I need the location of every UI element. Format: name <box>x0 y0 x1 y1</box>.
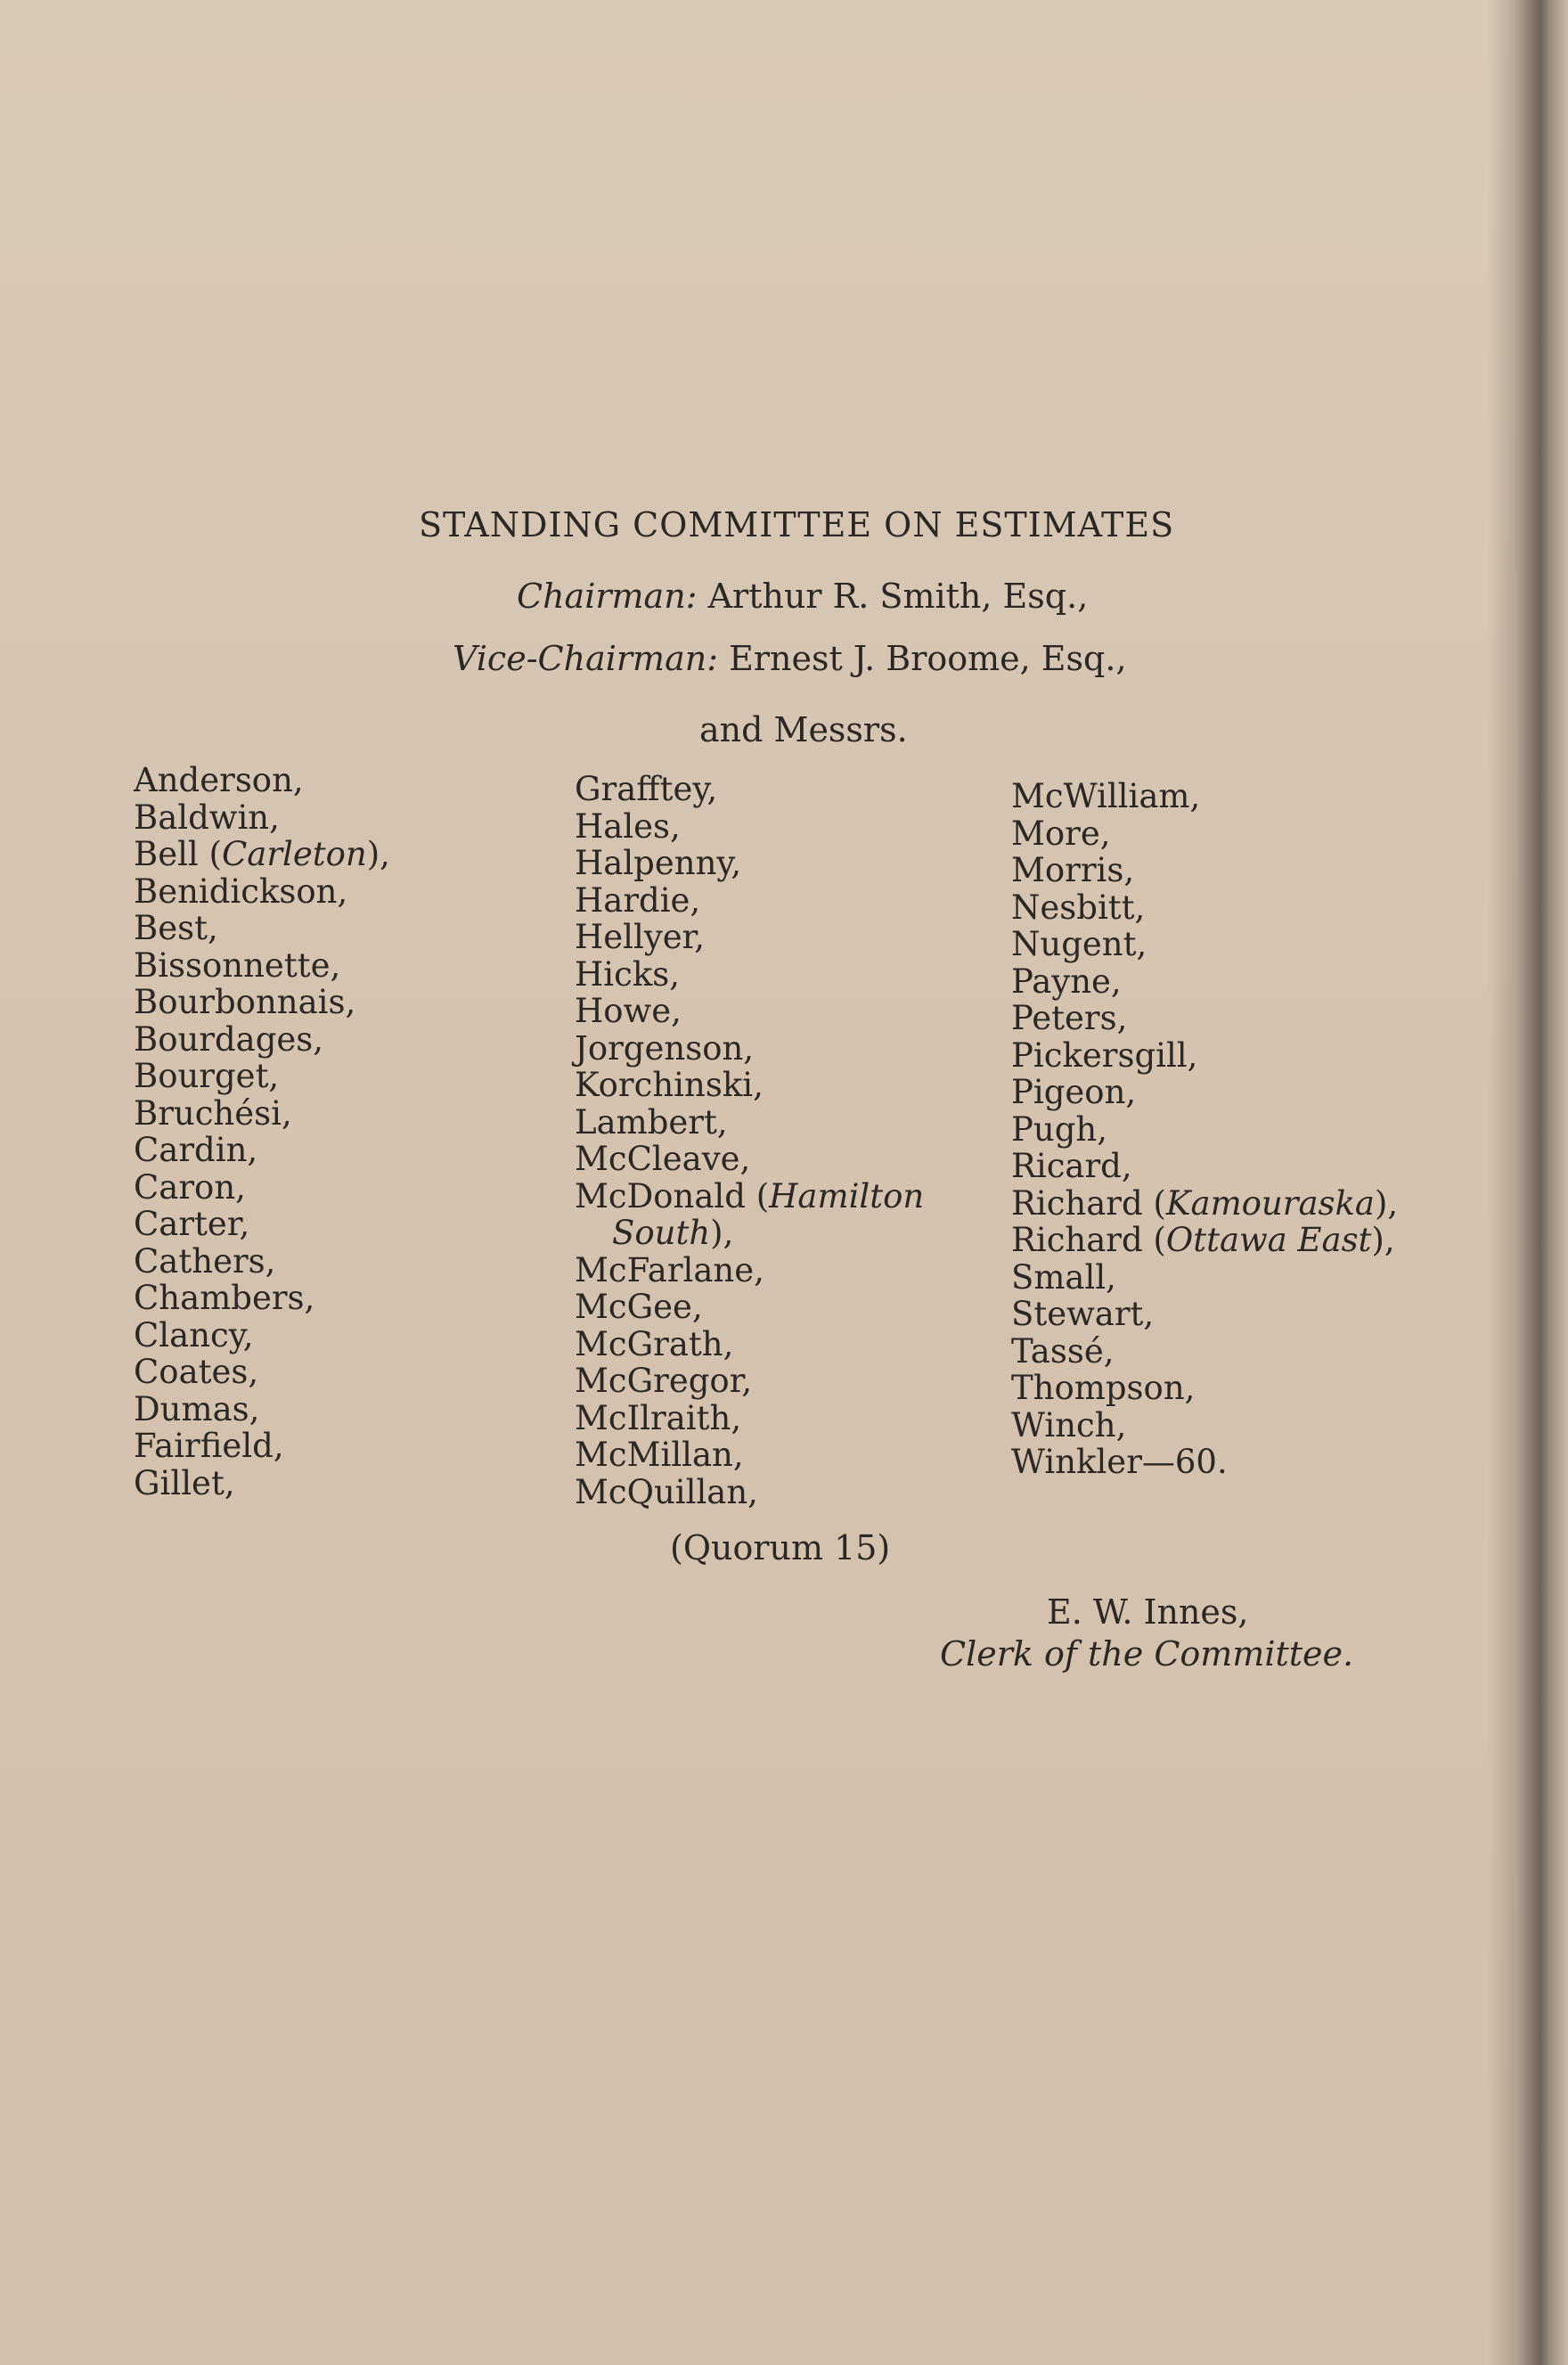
member-entry <box>1011 1037 1398 1075</box>
member-entry <box>1011 1444 1398 1481</box>
vice-chairman-role: Vice-Chairman: <box>453 639 719 678</box>
member-name: Small, <box>1011 1257 1116 1297</box>
member-name: Winkler—60. <box>1011 1443 1228 1481</box>
member-entry <box>134 1021 390 1059</box>
member-suffix: ), <box>1374 1183 1399 1223</box>
book-spine-shadow <box>1488 0 1568 2365</box>
member-entry <box>1011 1222 1398 1259</box>
clerk-name: E. W. Innes, <box>1047 1592 1249 1632</box>
member-name: McDonald ( <box>575 1176 770 1215</box>
member-riding: Ottawa East <box>1165 1221 1372 1259</box>
member-entry <box>575 882 924 920</box>
member-name: Ricard, <box>1011 1147 1132 1185</box>
member-name: Bruchési, <box>134 1093 292 1133</box>
member-name: Caron, <box>134 1167 246 1207</box>
member-name: Anderson, <box>134 761 304 799</box>
member-entry <box>575 1030 924 1068</box>
member-entry <box>575 1067 924 1104</box>
member-entry <box>575 1104 924 1142</box>
member-entry <box>134 1206 390 1243</box>
member-name: Morris, <box>1011 851 1135 889</box>
member-entry <box>575 993 924 1030</box>
member-entry <box>1011 852 1398 889</box>
member-entry <box>134 1391 390 1428</box>
member-name: Pigeon, <box>1011 1073 1137 1111</box>
member-name: McQuillan, <box>575 1472 758 1511</box>
member-name: Thompson, <box>1011 1369 1196 1407</box>
member-entry <box>575 1436 924 1474</box>
member-entry <box>1011 1000 1398 1037</box>
member-entry <box>134 1132 390 1169</box>
member-entry <box>575 1474 924 1511</box>
member-entry <box>134 799 390 837</box>
member-entry <box>1011 1185 1398 1223</box>
member-entry <box>575 1289 924 1326</box>
member-entry <box>575 956 924 994</box>
member-entry <box>575 1178 924 1215</box>
member-name: More, <box>1011 814 1111 853</box>
member-name: Stewart, <box>1011 1295 1155 1333</box>
member-name: Gillet, <box>134 1463 235 1502</box>
member-name: McCleave, <box>575 1140 751 1178</box>
member-name: Nugent, <box>1011 925 1147 963</box>
member-riding: Hamilton <box>769 1176 925 1215</box>
member-column-3 <box>1011 778 1398 1481</box>
member-entry <box>1011 1111 1398 1149</box>
chairman-name: Arthur R. Smith, Esq., <box>707 577 1089 616</box>
member-name: McFarlane, <box>575 1250 764 1289</box>
member-entry <box>1011 815 1398 853</box>
member-entry <box>134 1243 390 1281</box>
member-name: Cathers, <box>134 1241 276 1281</box>
member-name: Nesbitt, <box>1011 888 1146 927</box>
member-name: McGrath, <box>575 1324 734 1363</box>
member-entry <box>134 947 390 985</box>
member-entry <box>134 836 390 873</box>
member-entry <box>134 910 390 947</box>
member-entry <box>575 919 924 956</box>
member-entry <box>575 1326 924 1363</box>
member-entry <box>575 1400 924 1437</box>
member-name: Best, <box>134 909 218 947</box>
member-entry <box>575 808 924 846</box>
member-name: Jorgenson, <box>575 1028 755 1068</box>
member-entry <box>575 1215 924 1252</box>
member-entry <box>1011 963 1398 1001</box>
chairman-role: Chairman: <box>517 577 698 616</box>
member-name: Grafftey, <box>575 770 718 808</box>
member-name: Hicks, <box>575 954 680 994</box>
member-name: McGee, <box>575 1288 703 1326</box>
member-entry <box>1011 1259 1398 1297</box>
member-name: McGregor, <box>575 1362 753 1400</box>
member-riding: Carleton <box>221 835 367 873</box>
member-entry <box>1011 1370 1398 1407</box>
member-name: Pugh, <box>1011 1109 1108 1149</box>
member-name: Payne, <box>1011 962 1122 1001</box>
member-name: Benidickson, <box>134 872 348 911</box>
member-entry <box>1011 926 1398 963</box>
member-name: Chambers, <box>134 1279 315 1317</box>
member-name: McMillan, <box>575 1436 744 1474</box>
member-column-2 <box>575 771 924 1510</box>
member-suffix: ), <box>710 1214 734 1252</box>
member-name: Dumas, <box>134 1389 260 1428</box>
member-entry <box>134 1280 390 1317</box>
member-entry <box>134 984 390 1021</box>
member-name: McWilliam, <box>1011 777 1201 815</box>
member-entry <box>1011 889 1398 927</box>
member-entry <box>134 1169 390 1207</box>
member-suffix: ), <box>1371 1221 1395 1259</box>
member-entry <box>134 1428 390 1465</box>
and-messrs-label: and Messrs. <box>699 710 908 749</box>
quorum-note: (Quorum 15) <box>670 1528 891 1567</box>
member-entry <box>575 1252 924 1289</box>
member-entry <box>1011 778 1398 815</box>
member-entry <box>575 1141 924 1178</box>
vice-chairman-name: Ernest J. Broome, Esq., <box>729 639 1127 678</box>
vice-chairman-line <box>453 637 1127 680</box>
member-riding: South <box>612 1214 711 1252</box>
member-entry <box>1011 1074 1398 1111</box>
member-name: Richard ( <box>1011 1183 1166 1223</box>
member-entry <box>1011 1148 1398 1185</box>
member-name: Clancy, <box>134 1315 254 1354</box>
member-name: Cardin, <box>134 1131 258 1169</box>
member-name: Coates, <box>134 1353 259 1391</box>
member-name: Baldwin, <box>134 798 280 837</box>
member-name: Bourget, <box>134 1057 280 1095</box>
chairman-line <box>517 575 1088 618</box>
member-name: Pickersgill, <box>1011 1035 1198 1075</box>
member-name: Richard ( <box>1011 1221 1166 1259</box>
member-entry <box>134 1095 390 1133</box>
member-entry <box>1011 1407 1398 1444</box>
member-name: Korchinski, <box>575 1066 764 1104</box>
member-name: Bissonnette, <box>134 945 341 985</box>
member-suffix: ), <box>366 835 390 873</box>
member-name: Hardie, <box>575 880 701 920</box>
committee-heading: STANDING COMMITTEE ON ESTIMATES <box>419 505 1175 544</box>
member-entry <box>134 873 390 911</box>
member-riding: Kamouraska <box>1165 1183 1375 1223</box>
member-name: Peters, <box>1011 999 1128 1037</box>
member-entry <box>575 845 924 882</box>
member-entry <box>134 1058 390 1095</box>
member-entry <box>575 771 924 808</box>
member-entry <box>575 1363 924 1400</box>
member-name: Bourbonnais, <box>134 983 356 1021</box>
member-name: Carter, <box>134 1205 250 1243</box>
member-name: Howe, <box>575 992 682 1030</box>
member-name: Winch, <box>1011 1405 1127 1444</box>
member-name: Lambert, <box>575 1102 728 1142</box>
member-entry <box>1011 1333 1398 1371</box>
member-name: Halpenny, <box>575 844 742 882</box>
member-column-1 <box>134 762 390 1502</box>
member-name: Bourdages, <box>134 1019 324 1059</box>
member-entry <box>134 1317 390 1354</box>
clerk-title: Clerk of the Committee. <box>940 1634 1354 1674</box>
member-entry <box>1011 1296 1398 1333</box>
member-name: Hales, <box>575 806 681 846</box>
member-name: Tassé, <box>1011 1331 1115 1371</box>
member-name: Bell ( <box>134 835 222 873</box>
member-entry <box>134 762 390 799</box>
member-entry <box>134 1354 390 1391</box>
member-name: Hellyer, <box>575 918 706 956</box>
member-name: McIlraith, <box>575 1398 742 1437</box>
member-entry <box>134 1465 390 1502</box>
member-name: Fairfield, <box>134 1427 284 1465</box>
